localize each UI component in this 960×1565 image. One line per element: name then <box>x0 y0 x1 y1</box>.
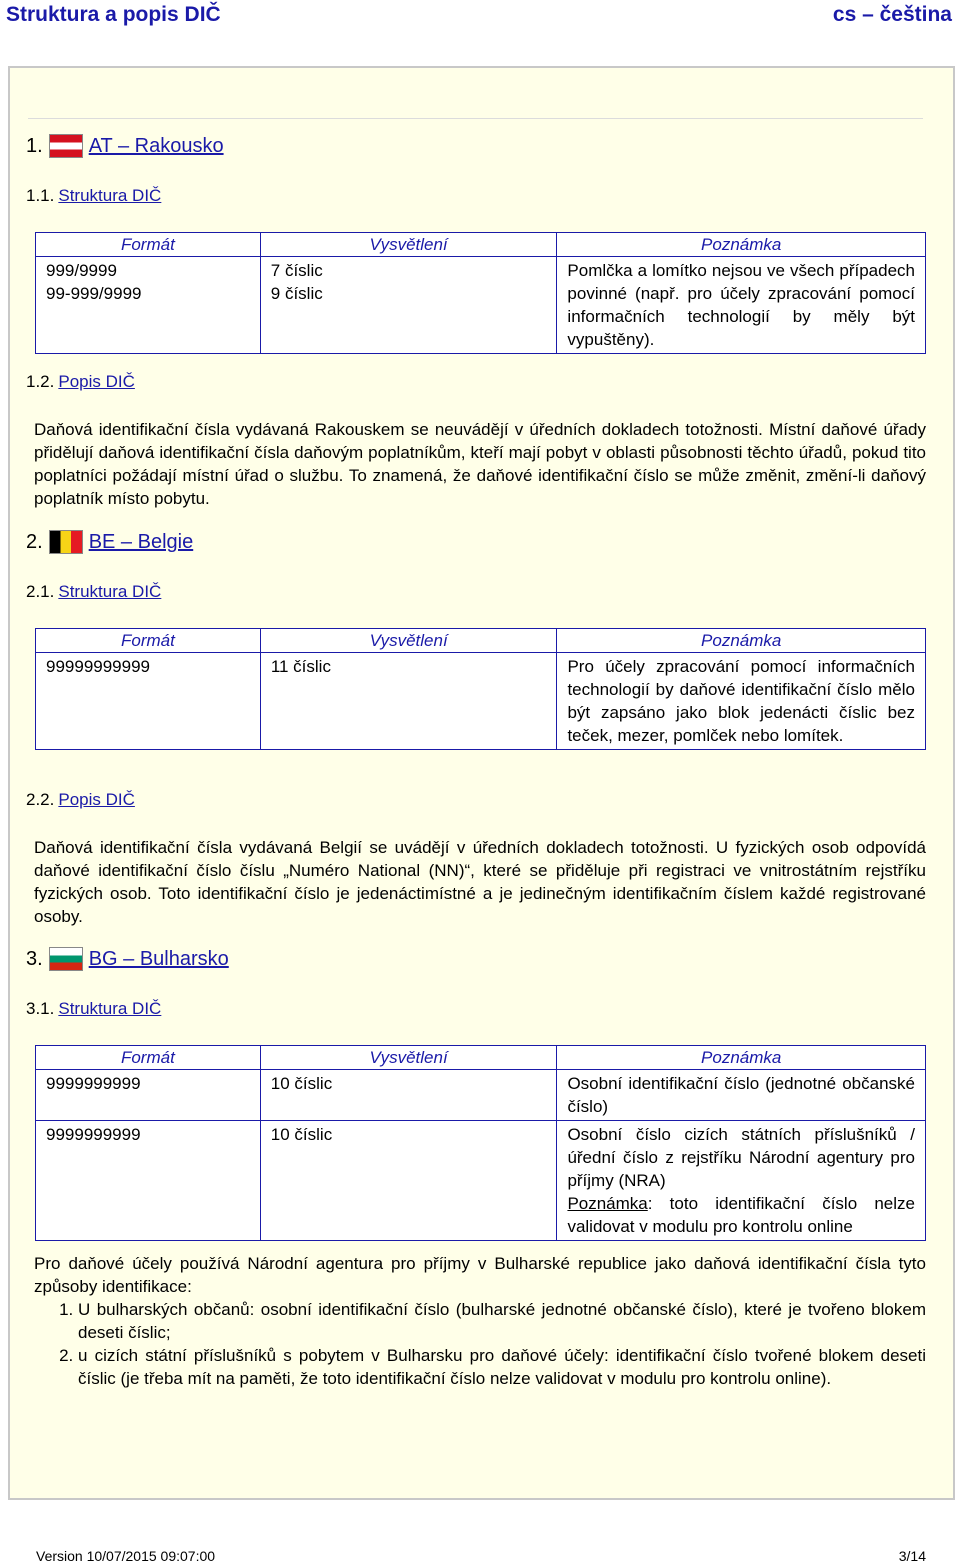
description-be: Daňová identifikační čísla vydávaná Belgií se uvádějí v úředních dokladech totožnosti. U fyzických osob odpovídá daňové identifikační číslo číslu „Numéro National (NN)“, které se přiděluje při registraci ve vnitrostátním rejstříku fyzických osob. Toto identifikační číslo je jedenáctimístné a je jedinečným identifikačním číslem každé registrované osoby. <box>34 838 926 926</box>
col-header-format: Formát <box>36 629 261 653</box>
cell-format: 9999999999 <box>36 1121 261 1241</box>
subheading-number: 2.1. <box>26 582 55 601</box>
identification-list <box>34 1298 926 1390</box>
cell-explanation: 11 číslic <box>260 653 557 750</box>
list-item: 2. u cizích státní příslušníků s pobytem v Bulharsku pro daňové účely: identifikační číslo tvořené blokem deseti číslic (je třeba mít na paměti, že toto identifikační číslo nelze validovat v modulu pro kontrolu online). <box>78 1344 926 1390</box>
subheading-link[interactable]: Struktura DIČ <box>58 999 162 1018</box>
inner-rule <box>28 118 923 119</box>
section-number: 2. <box>26 530 43 553</box>
structure-table-at <box>35 232 926 354</box>
section-heading-at <box>26 134 224 158</box>
col-header-explanation: Vysvětlení <box>260 233 557 257</box>
page-title: Struktura a popis DIČ <box>6 3 221 26</box>
col-header-format: Formát <box>36 1046 261 1070</box>
cell-note: Osobní identifikační číslo (jednotné občanské číslo) <box>557 1070 926 1121</box>
cell-format: 99999999999 <box>36 653 261 750</box>
structure-table-bg <box>35 1045 926 1241</box>
subheading-structure-at <box>26 186 161 206</box>
at-flag-icon <box>49 134 83 158</box>
cell-note-text: Osobní číslo cizích státních příslušníků / úřední číslo z rejstříku Národní agentury pro příjmy (NRA) <box>567 1125 915 1190</box>
subheading-link[interactable]: Struktura DIČ <box>58 582 162 601</box>
subheading-number: 1.1. <box>26 186 55 205</box>
subheading-number: 3.1. <box>26 999 55 1018</box>
cell-explanation: 10 číslic <box>260 1121 557 1241</box>
section-country-link[interactable]: BG – Bulharsko <box>88 947 229 970</box>
subheading-description-be <box>26 790 135 810</box>
cell-format: 9999999999 <box>36 1070 261 1121</box>
structure-table-be <box>35 628 926 750</box>
cell-note: Pro účely zpracování pomocí informačních technologií by daňové identifikační číslo mělo být zapsáno jako blok jedenácti číslic bez teček, mezer, pomlček nebo lomítek. <box>557 653 926 750</box>
description-bg <box>34 1252 926 1390</box>
section-number: 1. <box>26 134 43 157</box>
cell-note <box>557 1121 926 1241</box>
subheading-number: 2.2. <box>26 790 55 809</box>
section-heading-bg <box>26 947 229 971</box>
section-country-link[interactable]: BE – Belgie <box>88 530 194 553</box>
bg-flag-icon <box>49 947 83 971</box>
col-header-explanation: Vysvětlení <box>260 629 557 653</box>
be-flag-icon <box>49 530 83 554</box>
table-row <box>36 257 926 354</box>
subheading-number: 1.2. <box>26 372 55 391</box>
col-header-note: Poznámka <box>557 629 926 653</box>
table-row <box>36 1070 926 1121</box>
cell-format: 999/9999 99-999/9999 <box>36 257 261 354</box>
col-header-format: Formát <box>36 233 261 257</box>
description-intro: Pro daňové účely používá Národní agentura pro příjmy v Bulharské republice jako daňová identifikační čísla tyto způsoby identifikace: <box>34 1254 926 1296</box>
language-label: cs – čeština <box>832 3 952 26</box>
col-header-note: Poznámka <box>557 233 926 257</box>
footer-page-number: 3/14 <box>898 1548 926 1564</box>
subheading-link[interactable]: Popis DIČ <box>58 790 135 809</box>
cell-note: Pomlčka a lomítko nejsou ve všech případech povinné (např. pro účely zpracování pomocí informačních technologií by měly být vypuštěny). <box>557 257 926 354</box>
section-number: 3. <box>26 947 43 970</box>
table-row <box>36 1121 926 1241</box>
section-country-link[interactable]: AT – Rakousko <box>88 134 224 157</box>
list-item: 1. U bulharských občanů: osobní identifikační číslo (bulharské jednotné občanské číslo), které je tvořeno blokem deseti číslic; <box>78 1298 926 1344</box>
cell-explanation: 7 číslic 9 číslic <box>260 257 557 354</box>
section-heading-be <box>26 530 193 554</box>
footer-version: Version 10/07/2015 09:07:00 <box>36 1548 216 1564</box>
subheading-link[interactable]: Struktura DIČ <box>58 186 162 205</box>
cell-note-extra: : toto identifikační číslo nelze validovat v modulu pro kontrolu online <box>567 1194 915 1236</box>
col-header-explanation: Vysvětlení <box>260 1046 557 1070</box>
subheading-structure-be <box>26 582 161 602</box>
cell-explanation: 10 číslic <box>260 1070 557 1121</box>
description-at: Daňová identifikační čísla vydávaná Rakouskem se neuvádějí v úředních dokladech totožnosti. Místní daňové úřady přidělují daňová identifikační čísla daňovým poplatníkům, kteří mají pobyt v oblasti působnosti těchto úřadů, pokud tito poplatníci požádají místní úřad o službu. To znamená, že daňové identifikační číslo se může změnit, změní-li daňový poplatník místo pobytu. <box>34 420 926 508</box>
col-header-note: Poznámka <box>557 1046 926 1070</box>
page-header <box>0 0 960 30</box>
cell-note-label: Poznámka <box>567 1194 648 1213</box>
subheading-link[interactable]: Popis DIČ <box>58 372 135 391</box>
subheading-description-at <box>26 372 135 392</box>
subheading-structure-bg <box>26 999 161 1019</box>
table-row <box>36 653 926 750</box>
